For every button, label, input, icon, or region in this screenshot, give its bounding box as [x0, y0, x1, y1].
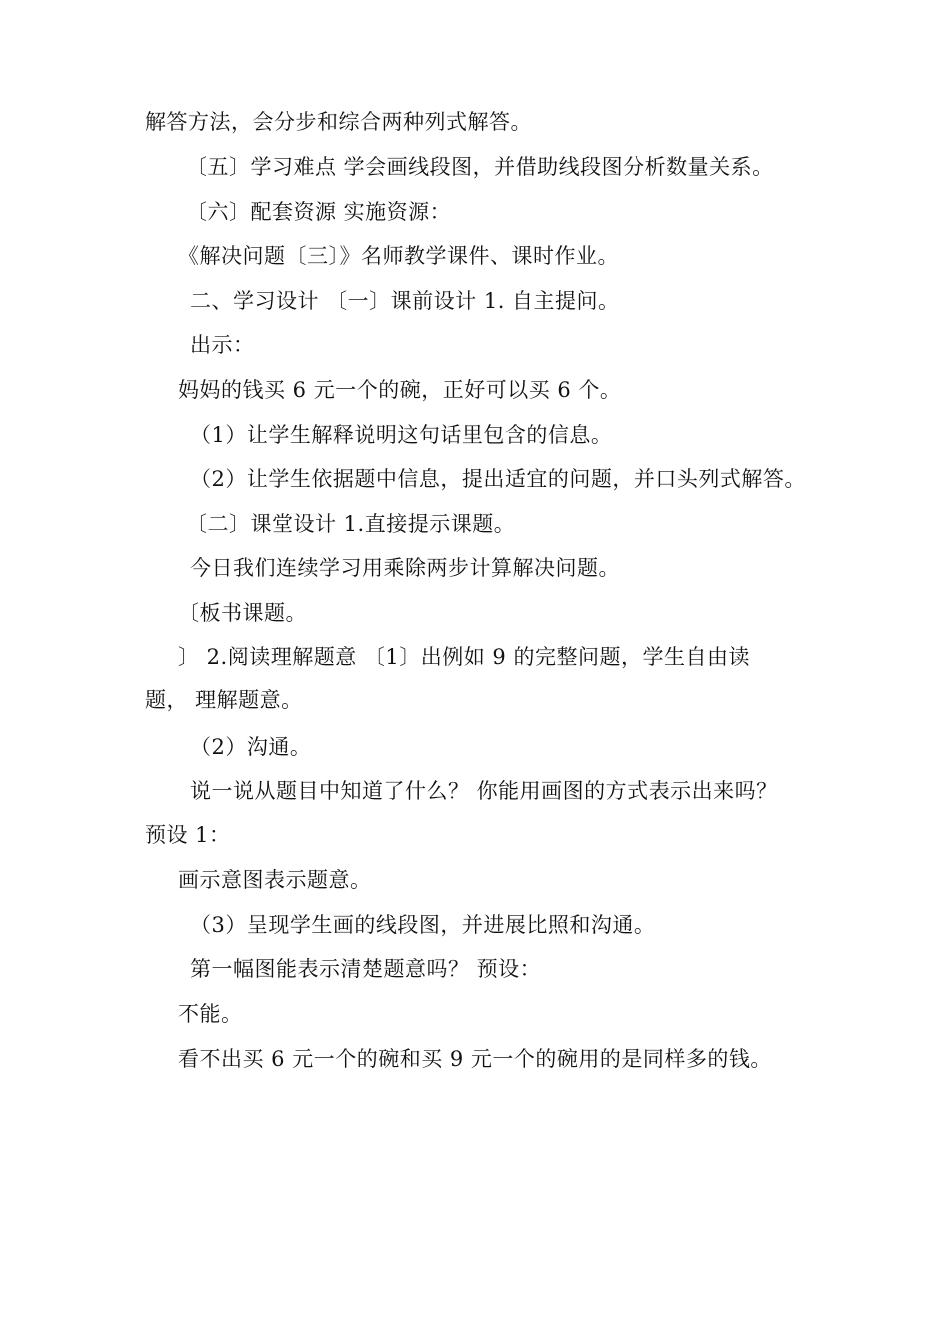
- text-line: 出示：: [190, 333, 255, 357]
- text-line: 预设 1：: [145, 823, 231, 847]
- text-line: 妈妈的钱买 6 元一个的碗，正好可以买 6 个。: [178, 378, 622, 402]
- text-line: 不能。: [178, 1002, 243, 1026]
- text-line: 说一说从题目中知道了什么？ 你能用画图的方式表示出来吗？: [190, 779, 778, 803]
- text-line: 题， 理解题意。: [145, 688, 303, 712]
- text-line: 二、学习设计 〔一〕课前设计 1. 自主提问。: [190, 289, 620, 313]
- text-line: （2）沟通。: [190, 735, 312, 759]
- text-line: 〔五〕学习难点 学会画线段图，并借助线段图分析数量关系。: [186, 155, 774, 179]
- text-line: 今日我们连续学习用乘除两步计算解决问题。: [190, 556, 620, 580]
- text-line: 解答方法，会分步和综合两种列式解答。: [145, 110, 532, 134]
- text-line: 画示意图表示题意。: [178, 868, 372, 892]
- text-line: 〕 2.阅读理解题意 〔1〕出例如 9 的完整问题，学生自由读: [178, 645, 750, 669]
- text-line: 〔六〕配套资源 实施资源：: [186, 200, 452, 224]
- text-line: （2）让学生依据题中信息，提出适宜的问题，并口头列式解答。: [190, 467, 806, 491]
- text-line: 〔板书课题。: [178, 601, 307, 625]
- text-line: 第一幅图能表示清楚题意吗？ 预设：: [190, 957, 542, 981]
- text-line: 〔二〕课堂设计 1.直接提示课题。: [186, 512, 516, 536]
- text-line: （3）呈现学生画的线段图，并进展比照和沟通。: [190, 913, 656, 937]
- text-line: （1）让学生解释说明这句话里包含的信息。: [190, 423, 613, 447]
- text-line: 《解决问题〔三〕》名师教学课件、课时作业。: [178, 244, 619, 268]
- text-line: 看不出买 6 元一个的碗和买 9 元一个的碗用的是同样多的钱。: [178, 1047, 772, 1071]
